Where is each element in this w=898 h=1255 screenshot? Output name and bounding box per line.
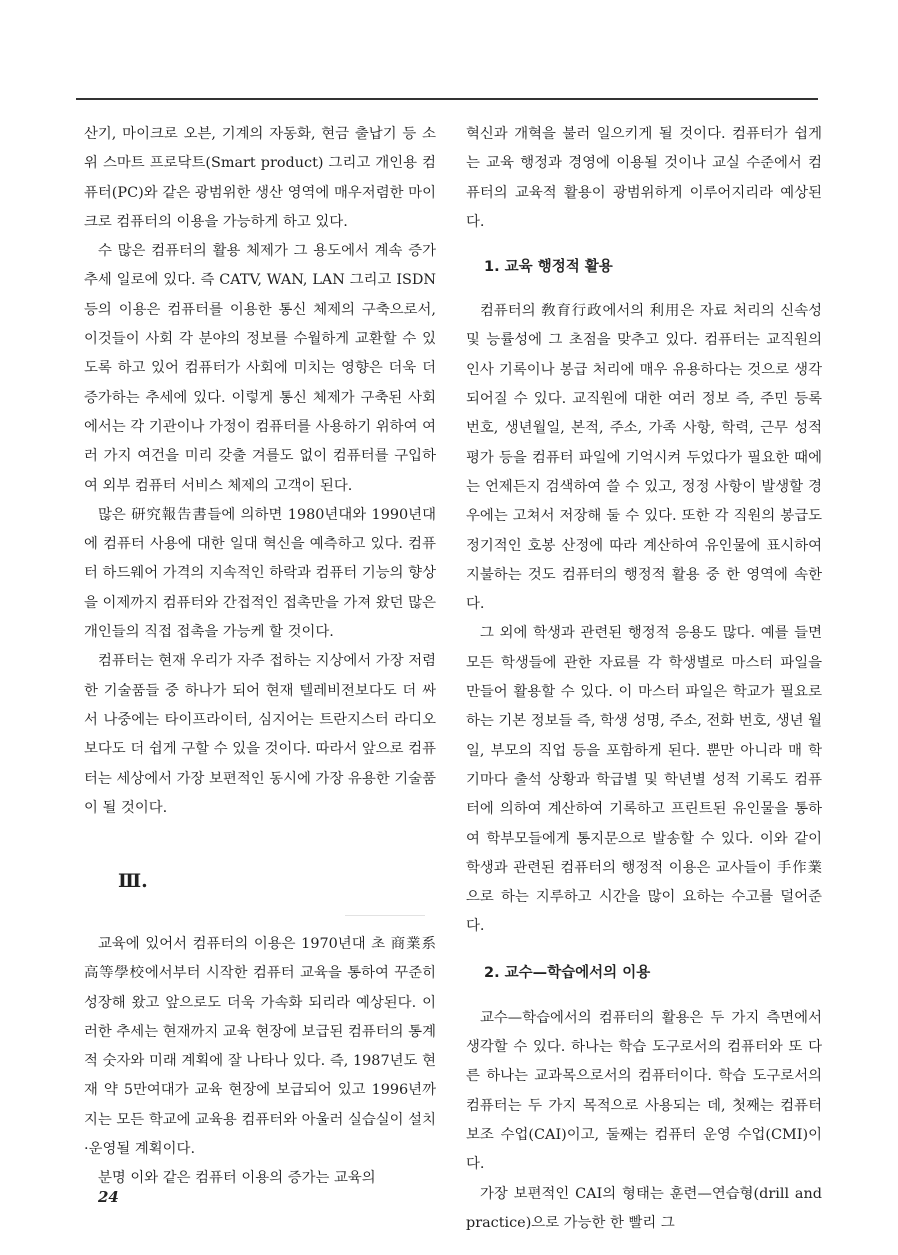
- divider: [345, 915, 425, 916]
- body-paragraph: 그 외에 학생과 관련된 행정적 응용도 많다. 예를 들면 모든 학생들에 관한 자료를 각 학생별로 마스터 파일을 만들어 활용할 수 있다. 이 마스터 파일은 학교가 필요로 하는 기본 정보들 즉, 학생 성명, 주소, 전화 번호, 생년 월일, 부모의 직업 등을 포함하게 된다. 뿐만 아니라 매 학기마다 출석 상황과 학급별 및 학년별 성적 기록도 컴퓨터에 의하여 계산하여 기록하고 프린트된 유인물을 통하여 학부모들에게 통지문으로 발송할 수 있다. 이와 같이 학생과 관련된 컴퓨터의 행정적 이용은 교사들이 手作業으로 하는 지루하고 시간을 많이 요하는 수고를 덜어준다.: [466, 625, 822, 935]
- header-rule: [76, 98, 818, 100]
- body-paragraph: 혁신과 개혁을 불러 일으키게 될 것이다. 컴퓨터가 쉽게는 교육 행정과 경영에 이용될 것이나 교실 수준에서 컴퓨터의 교육적 활용이 광범위하게 이루어지리라 예상된다.: [466, 126, 822, 230]
- left-column-lower: [84, 930, 436, 1194]
- subsection-heading: 1. 교육 행정적 활용: [484, 259, 613, 276]
- body-paragraph: 분명 이와 같은 컴퓨터 이용의 증가는 교육의: [98, 1170, 376, 1187]
- body-paragraph: 가장 보편적인 CAI의 형태는 훈련—연습형(drill and practice)으로 가능한 한 빨리 그: [466, 1185, 822, 1231]
- body-paragraph: 컴퓨터의 敎育行政에서의 利用은 자료 처리의 신속성 및 능률성에 그 초점을 맞추고 있다. 컴퓨터는 교직원의 인사 기록이나 봉급 처리에 매우 유용하다는 것으로 생각되어질 수 있다. 교직원에 대한 여러 정보 즉, 주민 등록 번호, 생년월일, 본적, 주소, 가족 사항, 학력, 근무 성적 평가 등을 컴퓨터 파일에 기억시켜 두었다가 필요한 때에는 언제든지 검색하여 쓸 수 있고, 정정 사항이 발생할 경우에는 고쳐서 저장해 둘 수 있다. 또한 각 직원의 봉급도 정기적인 호봉 산정에 따라 계산하여 유인물에 표시하여 지불하는 것도 컴퓨터의 행정적 활용 중 한 영역에 속한다.: [466, 303, 822, 613]
- body-paragraph: 교육에 있어서 컴퓨터의 이용은 1970년대 초 商業系 高等學校에서부터 시작한 컴퓨터 교육을 통하여 꾸준히 성장해 왔고 앞으로도 더욱 가속화 되리라 예상된다. 이러한 추세는 현재까지 교육 현장에 보급된 컴퓨터의 통계적 숫자와 미래 계획에 잘 나타나 있다. 즉, 1987년도 현재 약 5만여대가 교육 현장에 보급되어 있고 1996년까지는 모든 학교에 교육용 컴퓨터와 아울러 실습실이 설치·운영될 계획이다.: [84, 936, 436, 1158]
- body-paragraph: 교수—학습에서의 컴퓨터의 활용은 두 가지 측면에서 생각할 수 있다. 하나는 학습 도구로서의 컴퓨터와 또 다른 하나는 교과목으로서의 컴퓨터이다. 학습 도구로서의 컴퓨터는 두 가지 목적으로 사용되는 데, 첫째는 컴퓨터 보조 수업(CAI)이고, 둘째는 컴퓨터 운영 수업(CMI)이다.: [466, 1009, 822, 1173]
- subsection-heading: 2. 교수—학습에서의 이용: [484, 964, 651, 981]
- body-paragraph: 컴퓨터는 현재 우리가 자주 접하는 지상에서 가장 저렴한 기술품들 중 하나가 되어 현재 텔레비전보다도 더 싸서 나중에는 타이프라이터, 심지어는 트란지스터 라디오보다도 더 쉽게 구할 수 있을 것이다. 따라서 앞으로 컴퓨터는 세상에서 가장 보편적인 동시에 가장 유용한 기술품이 될 것이다.: [84, 653, 436, 816]
- body-paragraph: 산기, 마이크로 오븐, 기계의 자동화, 현금 출납기 등 소위 스마트 프로닥트(Smart product) 그리고 개인용 컴퓨터(PC)와 같은 광범위한 생산 영역에 매우저렴한 마이크로 컴퓨터의 이용을 가능하게 하고 있다.: [84, 126, 436, 230]
- right-column: [466, 120, 822, 1238]
- section-heading: Ⅲ.: [118, 870, 148, 892]
- body-paragraph: 많은 研究報告書들에 의하면 1980년대와 1990년대에 컴퓨터 사용에 대한 일대 혁신을 예측하고 있다. 컴퓨터 하드웨어 가격의 지속적인 하락과 컴퓨터 기능의 향상을 이제까지 컴퓨터와 간접적인 접촉만을 가져 왔던 많은 개인들의 직접 접촉을 가능케 할 것이다.: [84, 506, 436, 641]
- page-number: 24: [98, 1188, 119, 1206]
- left-column: [84, 120, 436, 823]
- body-paragraph: 수 많은 컴퓨터의 활용 체제가 그 용도에서 계속 증가 추세 일로에 있다. 즉 CATV, WAN, LAN 그리고 ISDN 등의 이용은 컴퓨터를 이용한 통신 체제의 구축으로서, 이것들이 사회 각 분야의 정보를 수월하게 교환할 수 있도록 하고 있어 컴퓨터가 사회에 미치는 영향은 더욱 더 증가하는 추세에 있다. 이렇게 통신 체제가 구축된 사회에서는 각 기관이나 가정이 컴퓨터를 사용하기 위하여 여러 가지 여건을 미리 갖출 겨를도 없이 컴퓨터를 구입하여 외부 컴퓨터 서비스 체제의 고객이 된다.: [84, 243, 436, 494]
